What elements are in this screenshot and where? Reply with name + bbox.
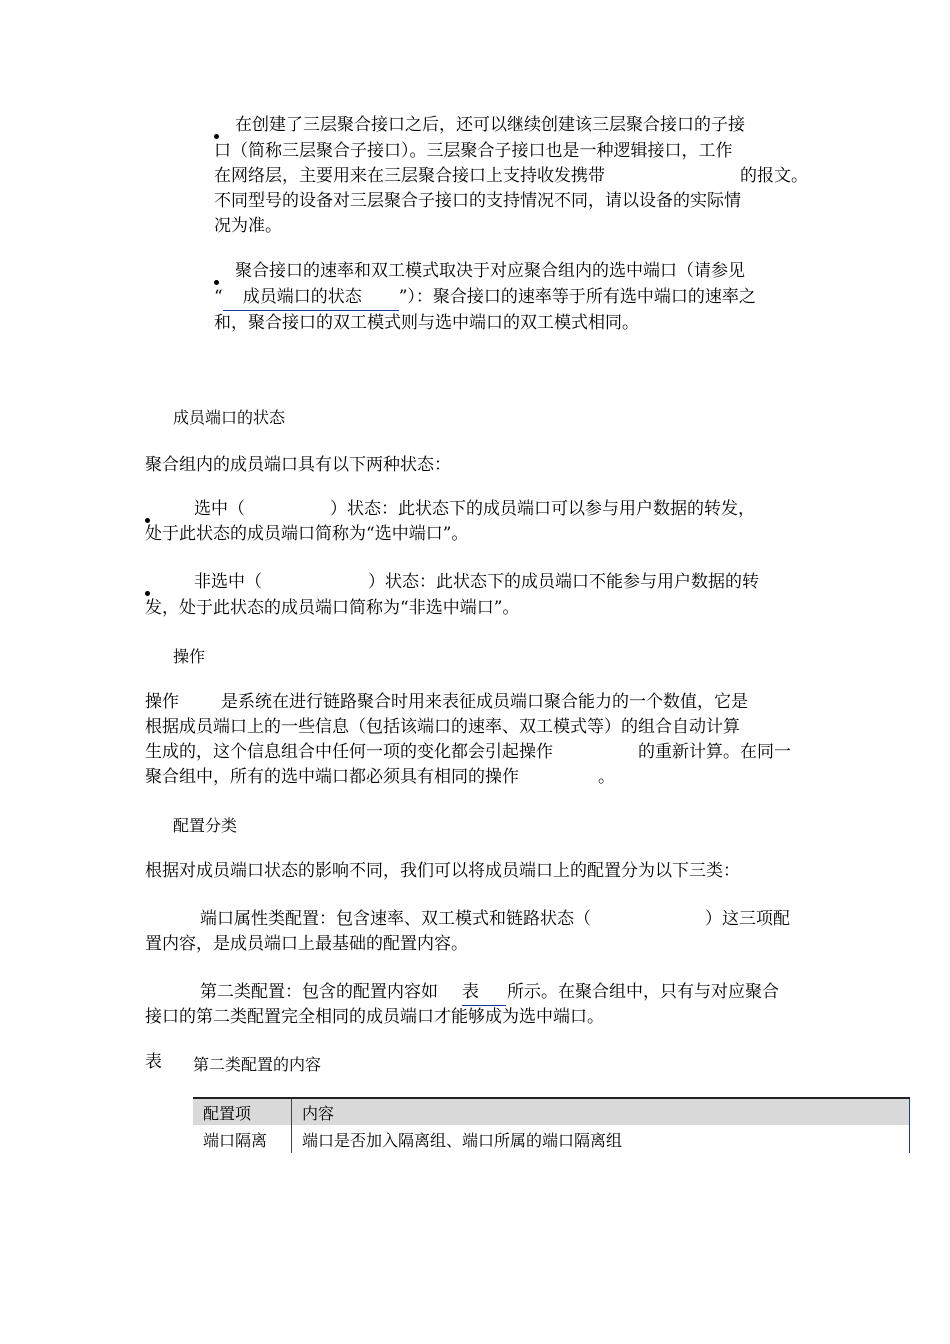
table-ref-link[interactable]	[462, 980, 506, 1006]
second-class-config-a: 第二类配置：包含的配置内容如	[200, 982, 438, 1002]
member-state-link-text: 成员端口的状态	[242, 287, 362, 307]
bullet1-line3: 在网络层，主要用来在三层聚合接口上支持收发携带	[214, 166, 605, 186]
second-class-config-b: 所示。在聚合组中，只有与对应聚合	[507, 982, 779, 1002]
operation-line2: 根据成员端口上的一些信息（包括该端口的速率、双工模式等）的组合自动计算	[145, 717, 740, 737]
port-attr-config-a: 端口属性类配置：包含速率、双工模式和链路状态（	[200, 909, 591, 929]
operation-heading: 操作	[173, 647, 206, 666]
operation-line4a: 聚合组中，所有的选中端口都必须具有相同的操作	[145, 767, 519, 787]
second-class-config-table	[193, 1097, 910, 1153]
operation-line4b: 。	[598, 767, 615, 787]
unselected-state-part1: 非选中（	[194, 572, 262, 592]
operation-line1b: 是系统在进行链路聚合时用来表征成员端口聚合能力的一个数值，它是	[221, 692, 748, 712]
config-class-heading: 配置分类	[173, 816, 238, 835]
bullet1-line5: 况为准。	[214, 216, 282, 236]
operation-line3a: 生成的，这个信息组合中任何一项的变化都会引起操作	[145, 742, 553, 762]
config-class-intro: 根据对成员端口状态的影响不同，我们可以将成员端口上的配置分为以下三类：	[145, 861, 740, 881]
port-attr-config-c: 置内容，是成员端口上最基础的配置内容。	[145, 934, 468, 954]
bullet1-line1: 在创建了三层聚合接口之后，还可以继续创建该三层聚合接口的子接	[235, 115, 745, 135]
bullet1-line4: 不同型号的设备对三层聚合子接口的支持情况不同，请以设备的实际情	[214, 191, 741, 211]
port-attr-config-b: ）这三项配	[705, 909, 790, 929]
member-state-intro: 聚合组内的成员端口具有以下两种状态：	[145, 455, 451, 475]
table-cell-content: 端口是否加入隔离组、端口所属的端口隔离组	[292, 1125, 910, 1153]
table-header-content: 内容	[292, 1098, 910, 1125]
table-header-row	[193, 1098, 910, 1125]
selected-state-part2: ）状态：此状态下的成员端口可以参与用户数据的转发，	[330, 499, 755, 519]
operation-line3b: 的重新计算。在同一	[638, 742, 791, 762]
selected-state-line2: 处于此状态的成员端口简称为“选中端口”。	[145, 524, 469, 544]
table-row	[193, 1125, 910, 1153]
table-caption-title: 第二类配置的内容	[193, 1055, 322, 1074]
table-caption-label: 表	[145, 1052, 162, 1072]
unselected-state-part2: ）状态：此状态下的成员端口不能参与用户数据的转	[368, 572, 759, 592]
bullet1-line3-end: 的报文。	[740, 166, 808, 186]
table-header-item: 配置项	[193, 1098, 292, 1125]
table-cell-item: 端口隔离	[193, 1125, 292, 1153]
operation-line1a: 操作	[145, 692, 179, 712]
bullet1-line2: 口（简称三层聚合子接口）。三层聚合子接口也是一种逻辑接口，工作	[214, 141, 733, 161]
second-class-config-c: 接口的第二类配置完全相同的成员端口才能够成为选中端口。	[145, 1007, 604, 1027]
bullet2-line2-rest: ”）：聚合接口的速率等于所有选中端口的速率之	[398, 287, 756, 307]
unselected-state-line2: 发，处于此状态的成员端口简称为“非选中端口”。	[145, 598, 520, 618]
open-quote: “	[214, 287, 223, 307]
member-state-heading: 成员端口的状态	[173, 408, 286, 427]
bullet2-line2	[214, 285, 756, 311]
table-ref-link-text: 表	[462, 982, 479, 1002]
bullet2-line3: 和，聚合接口的双工模式则与选中端口的双工模式相同。	[214, 313, 639, 333]
member-state-link[interactable]	[223, 285, 399, 311]
bullet2-line1: 聚合接口的速率和双工模式取决于对应聚合组内的选中端口（请参见	[235, 261, 745, 281]
selected-state-part1: 选中（	[194, 499, 245, 519]
